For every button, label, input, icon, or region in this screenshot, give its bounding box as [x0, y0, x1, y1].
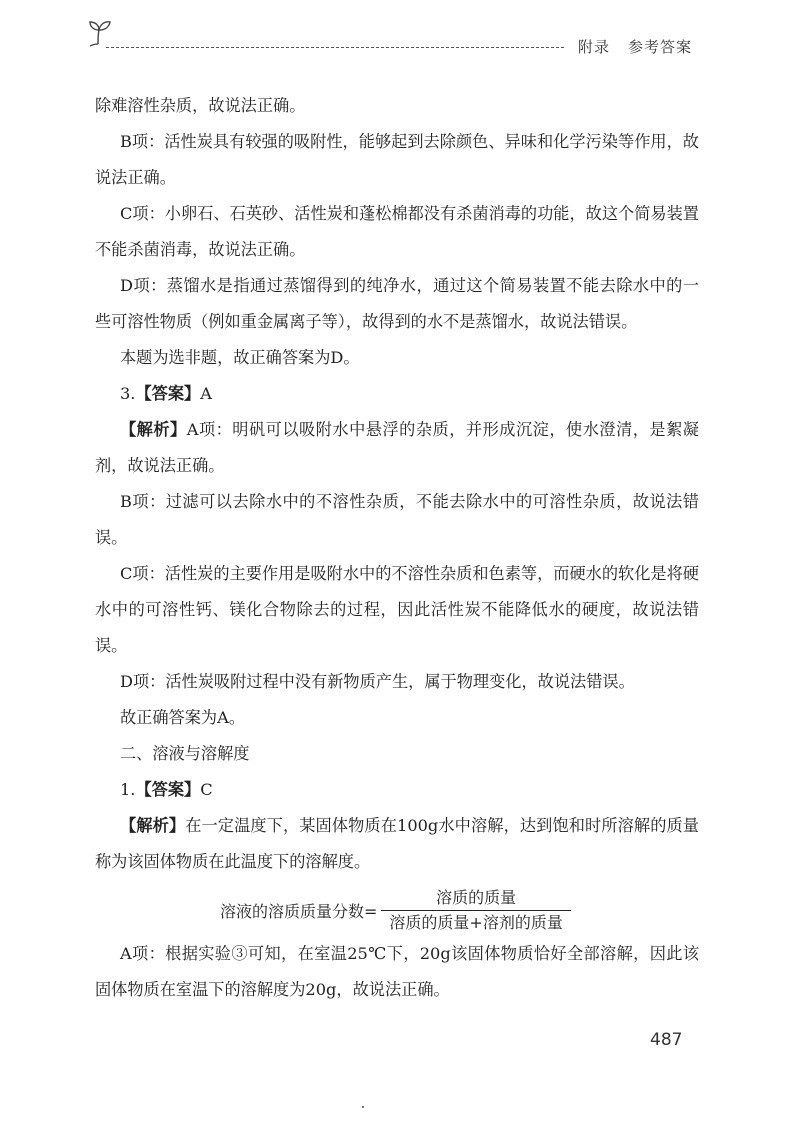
paragraph: C项：小卵石、石英砂、活性炭和蓬松棉都没有杀菌消毒的功能，故这个简易装置不能杀菌消毒，故说法正确。 [95, 204, 699, 259]
scan-speck [362, 1106, 364, 1108]
answer-line [95, 772, 699, 808]
formula-numerator: 溶质的质量 [436, 887, 517, 907]
sprout-icon [84, 18, 114, 48]
answer-tag: 【答案】 [135, 780, 201, 799]
formula-lhs: 溶液的溶质质量分数= [220, 901, 378, 921]
page-number: 487 [650, 1030, 683, 1050]
formula-denominator: 溶质的质量+溶剂的质量 [381, 910, 570, 933]
header-divider [106, 47, 564, 48]
mass-fraction-formula [220, 886, 699, 934]
page-content [95, 88, 699, 1008]
analysis-paragraph [95, 808, 699, 880]
section-heading: 二、溶液与溶解度 [120, 744, 250, 763]
analysis-text: 在一定温度下，某固体物质在100g水中溶解，达到饱和时所溶解的质量称为该固体物质在此温度下的溶解度。 [95, 816, 699, 871]
answer-value: C [200, 780, 213, 799]
question-number: 3. [120, 384, 136, 403]
header-label [578, 36, 692, 57]
analysis-paragraph [95, 412, 699, 484]
header-title: 参考答案 [627, 38, 692, 56]
header-section: 附录 [577, 38, 610, 56]
paragraph: B项：过滤可以去除水中的不溶性杂质，不能去除水中的可溶性杂质，故说法错误。 [95, 492, 699, 547]
paragraph: A项：根据实验③可知，在室温25℃下，20g该固体物质恰好全部溶解，因此该固体物质在室温下的溶解度为20g，故说法正确。 [95, 944, 699, 999]
formula-fraction [381, 888, 570, 933]
paragraph: 故正确答案为A。 [120, 708, 246, 727]
paragraph: D项：蒸馏水是指通过蒸馏得到的纯净水，通过这个简易装置不能去除水中的一些可溶性物质（例如重金属离子等），故得到的水不是蒸馏水，故说法错误。 [95, 276, 699, 331]
page-header [84, 18, 700, 58]
question-number: 1. [120, 780, 136, 799]
analysis-tag: 【解析】 [120, 816, 186, 835]
analysis-tag: 【解析】 [120, 420, 187, 439]
paragraph: 除难溶性杂质，故说法正确。 [95, 96, 306, 115]
answer-value: A [200, 384, 212, 403]
answer-tag: 【答案】 [135, 384, 201, 403]
paragraph: 本题为选非题，故正确答案为D。 [120, 348, 360, 367]
paragraph: C项：活性炭的主要作用是吸附水中的不溶性杂质和色素等，而硬水的软化是将硬水中的可溶性钙、镁化合物除去的过程，因此活性炭不能降低水的硬度，故说法错误。 [95, 564, 699, 655]
answer-line [95, 376, 699, 412]
paragraph: D项：活性炭吸附过程中没有新物质产生，属于物理变化，故说法错误。 [120, 672, 635, 691]
paragraph: B项：活性炭具有较强的吸附性，能够起到去除颜色、异味和化学污染等作用，故说法正确。 [95, 132, 699, 187]
analysis-text: A项：明矾可以吸附水中悬浮的杂质，并形成沉淀，使水澄清，是絮凝剂，故说法正确。 [95, 420, 699, 475]
